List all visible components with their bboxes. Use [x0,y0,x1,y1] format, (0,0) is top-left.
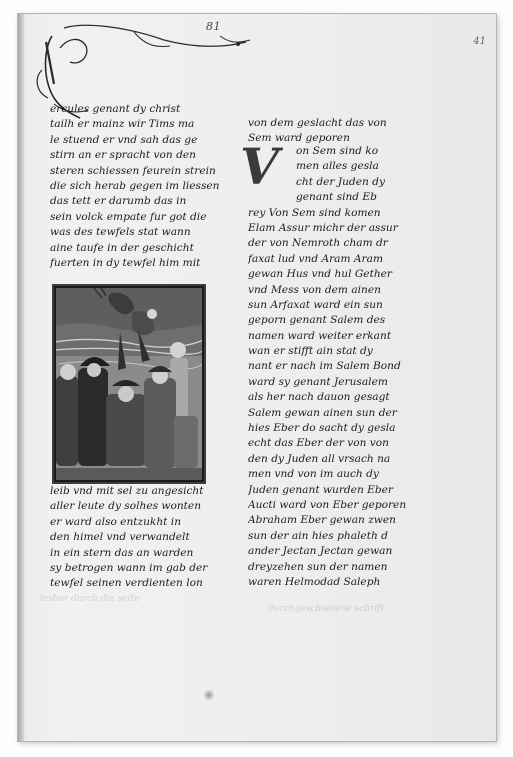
bleed-through-text: durchgeschienene schrift [268,604,385,614]
folio-number-top: 81 [206,20,221,33]
text-line: ercules genant dy christ [50,103,181,115]
bleed-through-text: lesbar durch die seite [40,594,140,604]
text-line: das tett er darumb das in [50,195,187,208]
text-line: steren schiessen feurein strein [50,164,216,177]
text-line: ward sy genant Jerusalem [248,375,388,388]
hercules-devils-scene-icon [54,286,204,482]
text-line: aller leute dy solhes wonten [50,500,202,513]
text-line: der von Nemroth cham dr [248,237,388,250]
text-line: echt das Eber der von von [248,437,389,450]
text-line: was des tewfels stat wann [50,226,191,239]
text-line: namen ward weiter erkant [248,329,392,342]
text-line: leib vnd mit sel zu angesicht [50,485,204,497]
text-line: waren Helmodad Saleph [248,575,381,588]
text-line: men vnd von im auch dy [248,468,379,481]
decorated-initial: V [240,137,279,196]
text-line: sein volck empate fur got die [50,210,207,223]
left-column-bottom-text [50,484,250,592]
miniature-illustration [54,286,204,482]
folio-number-corner: 41 [473,36,486,47]
text-line: faxat lud vnd Aram Aram [248,252,383,265]
text-line: Juden genant wurden Eber [248,483,393,496]
text-line: aine taufe in der geschicht [50,241,194,254]
text-line: geporn genant Salem des [248,314,386,327]
text-line: tewfel seinen verdienten lon [50,577,203,590]
text-line: hies Eber do sacht dy gesla [248,422,396,435]
manuscript-page [18,14,496,741]
text-line: le stuend er vnd sah das ge [50,133,198,146]
text-line: men alles gesla [296,160,379,173]
text-line: genant sind Eb [296,191,377,204]
text-line: Aucti ward von Eber geporen [248,498,407,511]
text-line: dreyzehen sun der namen [248,560,388,573]
text-line: er ward also entzukht in [50,515,182,528]
heading-line: von dem geslacht das von [248,117,387,129]
text-line: als her nach dauon gesagt [248,391,390,404]
text-line: den dy Juden all vrsach na [248,452,391,465]
text-line: gewan Hus vnd hul Gether [248,268,392,281]
text-line: nant er nach im Salem Bond [248,360,401,373]
text-line: fuerten in dy tewfel him mit [50,256,201,269]
text-line: ander Jectan Jectan gewan [248,545,393,558]
text-line: wan er stifft ain stat dy [248,345,373,358]
text-line: den himel vnd verwandelt [50,531,190,544]
text-line: tailh er mainz wir Tims ma [50,118,195,131]
text-line: Abraham Eber gewan zwen [248,514,396,527]
text-line: rey Von Sem sind komen [248,206,381,219]
text-line: vnd Mess von dem ainen [248,283,381,296]
text-line: stirn an er spracht von den [50,149,196,162]
ink-smudge [202,690,216,700]
text-line: sun der ain hies phaleth d [248,529,388,542]
text-line: sy betrogen wann im gab der [50,561,208,574]
text-line: in ein stern das an warden [50,546,194,559]
text-line: die sich herab gegen im liessen [50,179,220,192]
text-line: Elam Assur michr der assur [248,221,398,234]
right-column-main-text [248,144,460,590]
left-column-top-text [50,102,250,271]
text-line: sun Arfaxat ward ein sun [248,298,383,311]
text-line: cht der Juden dy [296,175,385,188]
text-line: Salem gewan ainen sun der [248,406,397,419]
heading-line: Sem ward geporen [248,132,350,145]
text-line: on Sem sind ko [296,145,379,157]
